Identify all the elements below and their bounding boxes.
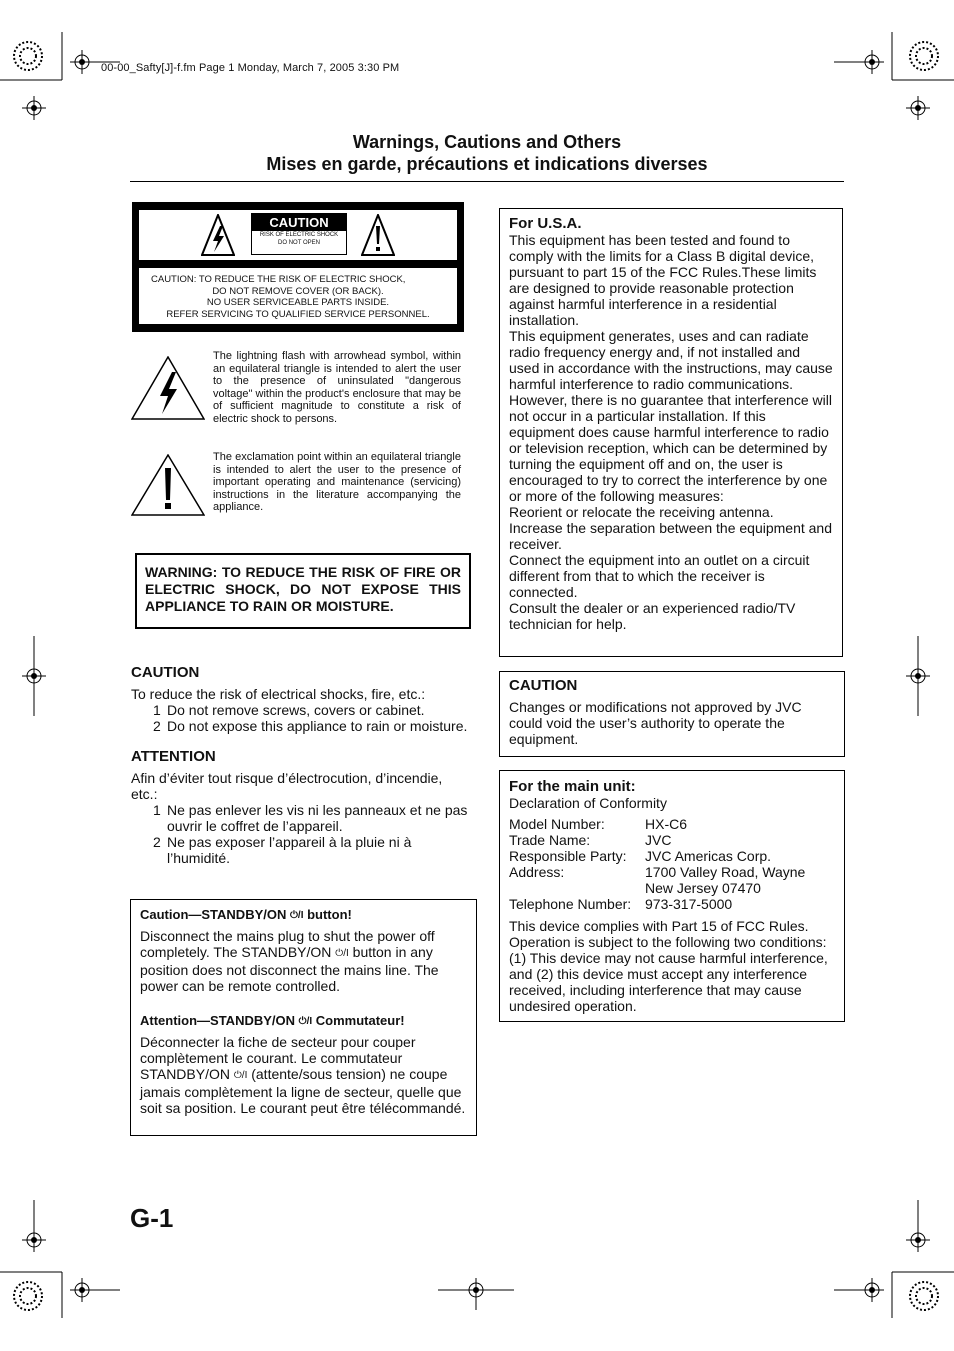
lightning-explanation: The lightning flash with arrowhead symbol, within an equilateral triangle is intended to alert the user to the presence of uninsulated "dangerous voltage" within the product's enclosure that may be of sufficient magnitude to constitute a risk of electric shock to persons. [213, 350, 461, 425]
fcc-compliance-text: This device complies with Part 15 of FCC Rules. Operation is subject to the following two conditions: (1) This device may not cause harmful interference, and (2) this device must accept any interference received, including interference that may cause undesired operation. [509, 918, 828, 1014]
power-icon: ⏻/I [233, 1070, 248, 1081]
caution-badge: CAUTION RISK OF ELECTRIC SHOCK DO NOT OPEN [251, 213, 347, 255]
list-item: 2 Do not expose this appliance to rain or moisture. [153, 718, 468, 734]
usa-paragraph: This equipment generates, uses and can radiate radio frequency energy and, if not installed and used in accordance with the instructions, may cause harmful interference to radio communications. However, there is no guarantee that interference will not occur in a particular installation. If this equipment does cause harmful interference to radio or television reception, which can be determined by turning the equipment off and on, the user is encouraged to try to correct the interference by one or more of the following measures: [509, 328, 833, 504]
list-item: 1 Ne pas enlever les vis ni les panneaux et ne pas ouvrir le coffret de l’appareil. [153, 802, 468, 834]
table-row: Trade Name: JVC [509, 832, 672, 848]
table-row: Address: 1700 Valley Road, Wayne [509, 864, 806, 880]
usa-box [499, 208, 843, 657]
usa-measure: Reorient or relocate the receiving antenna. [509, 504, 774, 520]
attention-heading: ATTENTION [131, 748, 216, 765]
caution-heading: CAUTION [131, 664, 200, 681]
caution-modifications-heading: CAUTION [509, 677, 578, 694]
exclamation-triangle-icon [361, 214, 395, 256]
list-item: 2 Ne pas exposer l’appareil à la pluie ni à l’humidité. [153, 834, 412, 866]
title-fr: Mises en garde, précautions et indications diverses [266, 154, 708, 174]
table-row: Model Number: HX-C6 [509, 816, 688, 832]
main-unit-heading: For the main unit: [509, 778, 636, 795]
lightning-triangle-icon [201, 214, 235, 256]
title-en: Warnings, Cautions and Others [352, 132, 622, 152]
table-row: Telephone Number: 973-317-5000 [509, 896, 733, 912]
standby-heading-fr: Attention—STANDBY/ON ⏻/I Commutateur! [140, 1013, 405, 1028]
caution-modifications-text: Changes or modifications not approved by JVC could void the user’s authority to operate the equipment. [509, 699, 802, 747]
warning-box: WARNING: TO REDUCE THE RISK OF FIRE OR ELECTRIC SHOCK, DO NOT EXPOSE THIS APPLIANCE TO RAIN OR MOISTURE. [135, 553, 471, 629]
power-icon: ⏻/I [335, 948, 349, 959]
usa-measure: Connect the equipment into an outlet on a circuit different from that to which the receiver is connected. [509, 552, 810, 600]
main-unit-box [499, 770, 845, 1022]
title-rule [130, 181, 844, 182]
power-icon: ⏻/I [290, 910, 304, 921]
usa-measure: Consult the dealer or an experienced radio/TV technician for help. [509, 600, 796, 632]
exclamation-triangle-icon [131, 454, 205, 516]
caution-modifications-box [499, 671, 845, 757]
table-row: New Jersey 07470 [645, 880, 761, 896]
power-icon: ⏻/I [298, 1016, 313, 1027]
list-item: 1 Do not remove screws, covers or cabinet. [153, 702, 425, 718]
table-row: Responsible Party: JVC Americas Corp. [509, 848, 772, 864]
standby-heading-en: Caution—STANDBY/ON ⏻/I button! [140, 907, 352, 922]
exclamation-explanation: The exclamation point within an equilateral triangle is intended to alert the user to the presence of important operating and maintenance (servicing) instructions in the literature accompanying the appliance. [213, 451, 461, 513]
caution-section [131, 664, 481, 734]
usa-measure: Increase the separation between the equipment and receiver. [509, 520, 833, 552]
standby-box [130, 899, 477, 1136]
declaration-table [509, 816, 805, 912]
usa-paragraph: This equipment has been tested and found to comply with the limits for a Class B digital device, pursuant to part 15 of the FCC Rules.These limits are designed to provide reasonable protection against harmful interference in a residential installation. [509, 232, 817, 328]
caution-list [153, 702, 481, 734]
declaration-heading: Declaration of Conformity [509, 795, 667, 811]
lightning-triangle-icon [131, 356, 205, 420]
page-title [130, 131, 844, 175]
attention-section [131, 748, 476, 866]
file-header: 00-00_Safty[J]-f.fm Page 1 Monday, March 7, 2005 3:30 PM [101, 62, 400, 74]
attention-list [153, 802, 476, 866]
standby-text-fr: Déconnecter la fiche de secteur pour couper complètement le courant. Le commutateur STANDBY/ON ⏻/I (attente/sous tension) ne coupe jamais complètement la ligne de secteur, quelle que soit sa position. Le courant peut être télécommandé. [140, 1034, 466, 1116]
caution-label-text: CAUTION: TO REDUCE THE RISK OF ELECTRIC SHOCK, DO NOT REMOVE COVER (OR BACK). NO USER SERVICEABLE PARTS INSIDE. REFER SERVICING TO QUALIFIED SERVICE PERSONNEL. [139, 268, 457, 324]
page-number: G-1 [130, 1203, 174, 1233]
attention-intro: Afin d’éviter tout risque d’électrocution, d’incendie, etc.: [131, 770, 443, 802]
usa-heading: For U.S.A. [509, 215, 582, 232]
standby-text-en: Disconnect the mains plug to shut the power off completely. The STANDBY/ON ⏻/I button in any position does not disconnect the mains line. The power can be remote controlled. [140, 928, 439, 994]
caution-label [132, 202, 464, 332]
caution-intro: To reduce the risk of electrical shocks, fire, etc.: [131, 686, 426, 702]
